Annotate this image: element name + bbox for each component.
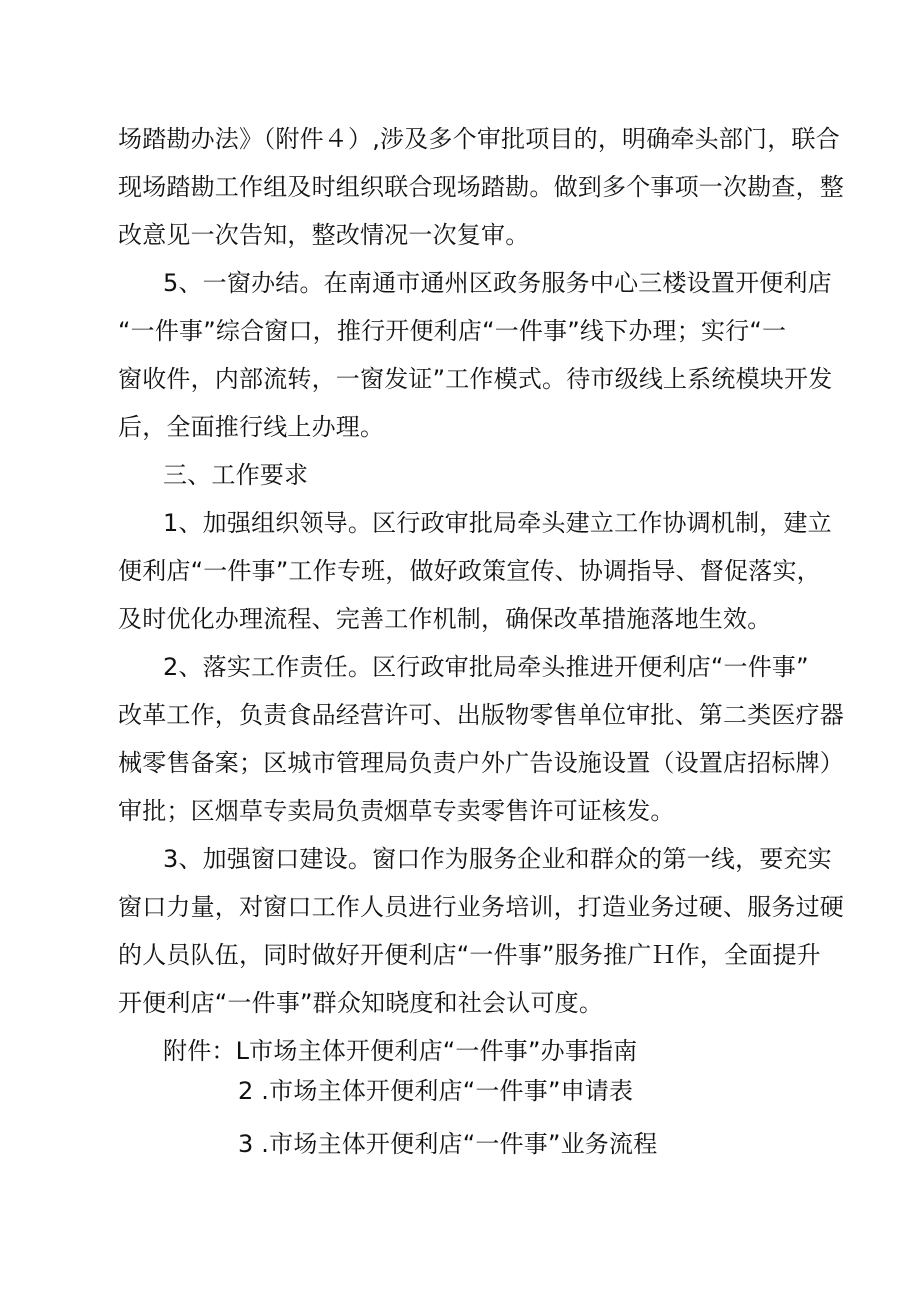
body-text-line: 及时优化办理流程、完善工作机制，确保改革措施落地生效。: [118, 605, 772, 633]
attachment-line: 3 .市场主体开便利店“一件事”业务流程: [238, 1130, 658, 1158]
body-text-line: 窗口力量，对窗口工作人员进行业务培训，打造业务过硬、服务过硬: [118, 893, 844, 921]
attachment-line: 2 .市场主体开便利店“一件事”申请表: [238, 1077, 634, 1105]
body-text-line: 便利店“一件事”工作专班，做好政策宣传、协调指导、督促落实，: [118, 557, 821, 585]
body-text-line: 改革工作，负责食品经营许可、出版物零售单位审批、第二类医疗器: [118, 701, 844, 729]
body-text-line: 改意见一次告知，整改情况一次复审。: [118, 221, 530, 249]
section-heading: 三、工作要求: [163, 461, 309, 489]
paragraph-start-line: 2、落实工作责任。区行政审批局牵头推进开便利店“一件事”: [163, 653, 809, 681]
body-text-line: 后，全面推行线上办理。: [118, 413, 385, 441]
body-text-line: 的人员队伍，同时做好开便利店“一件事”服务推广Ｈ作，全面提升: [118, 941, 821, 969]
attachment-line: 附件：L市场主体开便利店“一件事”办事指南: [163, 1037, 638, 1065]
body-text-line: 审批；区烟草专卖局负责烟草专卖零售许可证核发。: [118, 797, 675, 825]
paragraph-start-line: 5、一窗办结。在南通市通州区政务服务中心三楼设置开便利店: [163, 269, 832, 297]
body-text-line: 现场踏勘工作组及时组织联合现场踏勘。做到多个事项一次勘查，整: [118, 173, 844, 201]
body-text-line: 窗收件，内部流转，一窗发证”工作模式。待市级线上系统模块开发: [118, 365, 833, 393]
body-text-line: 械零售备案；区城市管理局负责户外广告设施设置（设置店招标牌）: [118, 749, 844, 777]
body-text-line: 开便利店“一件事”群众知晓度和社会认可度。: [118, 989, 604, 1017]
paragraph-start-line: 3、加强窗口建设。窗口作为服务企业和群众的第一线，要充实: [163, 845, 832, 873]
body-text-line: 场踏勘办法》（附件４）,涉及多个审批项目的，明确牵头部门，联合: [118, 125, 840, 153]
paragraph-start-line: 1、加强组织领导。区行政审批局牵头建立工作协调机制，建立: [163, 509, 832, 537]
body-text-line: “一件事”综合窗口，推行开便利店“一件事”线下办理；实行“一: [118, 317, 787, 345]
